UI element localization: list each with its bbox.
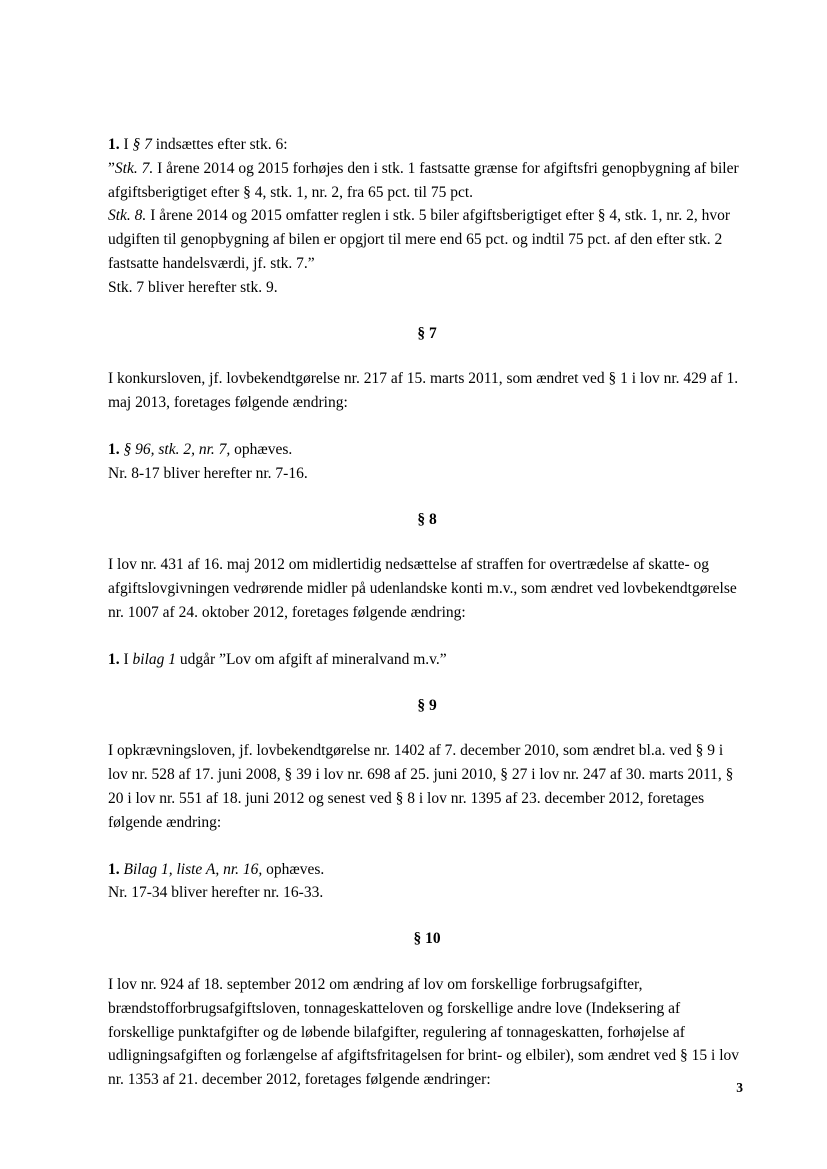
section-heading: § 7 — [417, 324, 437, 342]
text-run: ” — [108, 159, 115, 177]
text-run: I lov nr. 924 af 18. september 2012 om ændring af lov om forskellige forbrugsafgifter, brændstofforbrugsafgiftsloven, tonnageskatteloven og forskellige andre love (Indeksering af forskellige punktafgifter og de løbende bilafgifter, regulering af tonnageskatten, forhøjelse af udligningsafgiften og forlængelse af afgiftsfritagelsen for brint- og elbiler), som ændret ved § 15 i lov nr. 1353 af 21. december 2012, foretages følgende ændringer: — [108, 975, 740, 1089]
text-run: indsættes efter stk. 6: — [151, 136, 288, 153]
text-run: 1. — [108, 860, 120, 878]
paragraph — [108, 133, 746, 157]
text-run: 1. — [108, 136, 120, 153]
text-run: I opkrævningsloven, jf. lovbekendtgørelse nr. 1402 af 7. december 2010, som ændret bl.a. ved § 9 i lov nr. 528 af 17. juni 2008, § 39 i lov nr. 698 af 25. juni 2010, § 27 i lov nr. 247 af 30. marts 2011, § 20 i lov nr. 551 af 18. juni 2012 og senest ved § 8 i lov nr. 1395 af 23. december 2012, foretages følgende ændring: — [108, 742, 734, 831]
paragraph — [108, 438, 746, 462]
text-run: ophæves. — [262, 860, 325, 878]
document-content — [108, 133, 746, 1092]
paragraph — [108, 204, 746, 275]
paragraph — [108, 367, 746, 415]
text-run: I — [119, 136, 133, 153]
text-run: Nr. 8-17 bliver herefter nr. 7-16. — [108, 464, 308, 482]
text-run: Stk. 7. — [114, 159, 154, 177]
text-run: § 96, stk. 2, nr. 7, — [123, 440, 231, 458]
text-run: ophæves. — [230, 440, 293, 458]
text-run: Stk. 7 bliver herefter stk. 9. — [108, 278, 278, 296]
paragraph — [108, 553, 746, 624]
text-run: Bilag 1, liste A, nr. 16, — [123, 860, 263, 878]
text-run: I lov nr. 431 af 16. maj 2012 om midlertidig nedsættelse af straffen for overtrædelse af skatte- og afgiftslovgivningen vedrørende midler på udenlandske konti m.v., som ændret ved lovbekendtgørelse nr. 1007 af 24. oktober 2012, foretages følgende ændring: — [108, 556, 737, 621]
section-heading: § 8 — [417, 510, 437, 528]
text-run: I — [119, 650, 133, 668]
paragraph — [108, 276, 746, 300]
text-run: Stk. 8. — [108, 207, 147, 225]
text-run: 1. — [108, 650, 120, 668]
text-run: udgår ”Lov om afgift af mineralvand m.v.” — [176, 650, 447, 668]
text-run: 1. — [108, 440, 120, 458]
paragraph — [108, 648, 746, 672]
text-run: I årene 2014 og 2015 forhøjes den i stk. 1 fastsatte grænse for afgiftsfri genopbygning af biler afgiftsberigtiget efter § 4, stk. 1, nr. 2, fra 65 pct. til 75 pct. — [108, 159, 739, 201]
paragraph — [108, 739, 746, 834]
paragraph — [108, 157, 746, 205]
section-heading: § 10 — [413, 930, 441, 948]
text-run: I konkursloven, jf. lovbekendtgørelse nr. 217 af 15. marts 2011, som ændret ved § 1 i lov nr. 429 af 1. maj 2013, foretages følgende ændring: — [108, 370, 739, 412]
text-run: § 7 — [132, 136, 152, 153]
paragraph — [108, 881, 746, 905]
paragraph — [108, 858, 746, 882]
section-heading: § 9 — [417, 696, 437, 714]
text-run: bilag 1 — [132, 650, 177, 668]
text-run: I årene 2014 og 2015 omfatter reglen i stk. 5 biler afgiftsberigtiget efter § 4, stk. 1, nr. 2, hvor udgiften til genopbygning af bilen er opgjort til mere end 65 pct. og indtil 75 pct. af den efter stk. 2 fastsatte handelsværdi, jf. stk. 7.” — [108, 207, 730, 272]
paragraph — [108, 462, 746, 486]
paragraph — [108, 973, 746, 1092]
page-number: 3 — [736, 1080, 743, 1095]
text-run: Nr. 17-34 bliver herefter nr. 16-33. — [108, 884, 324, 902]
